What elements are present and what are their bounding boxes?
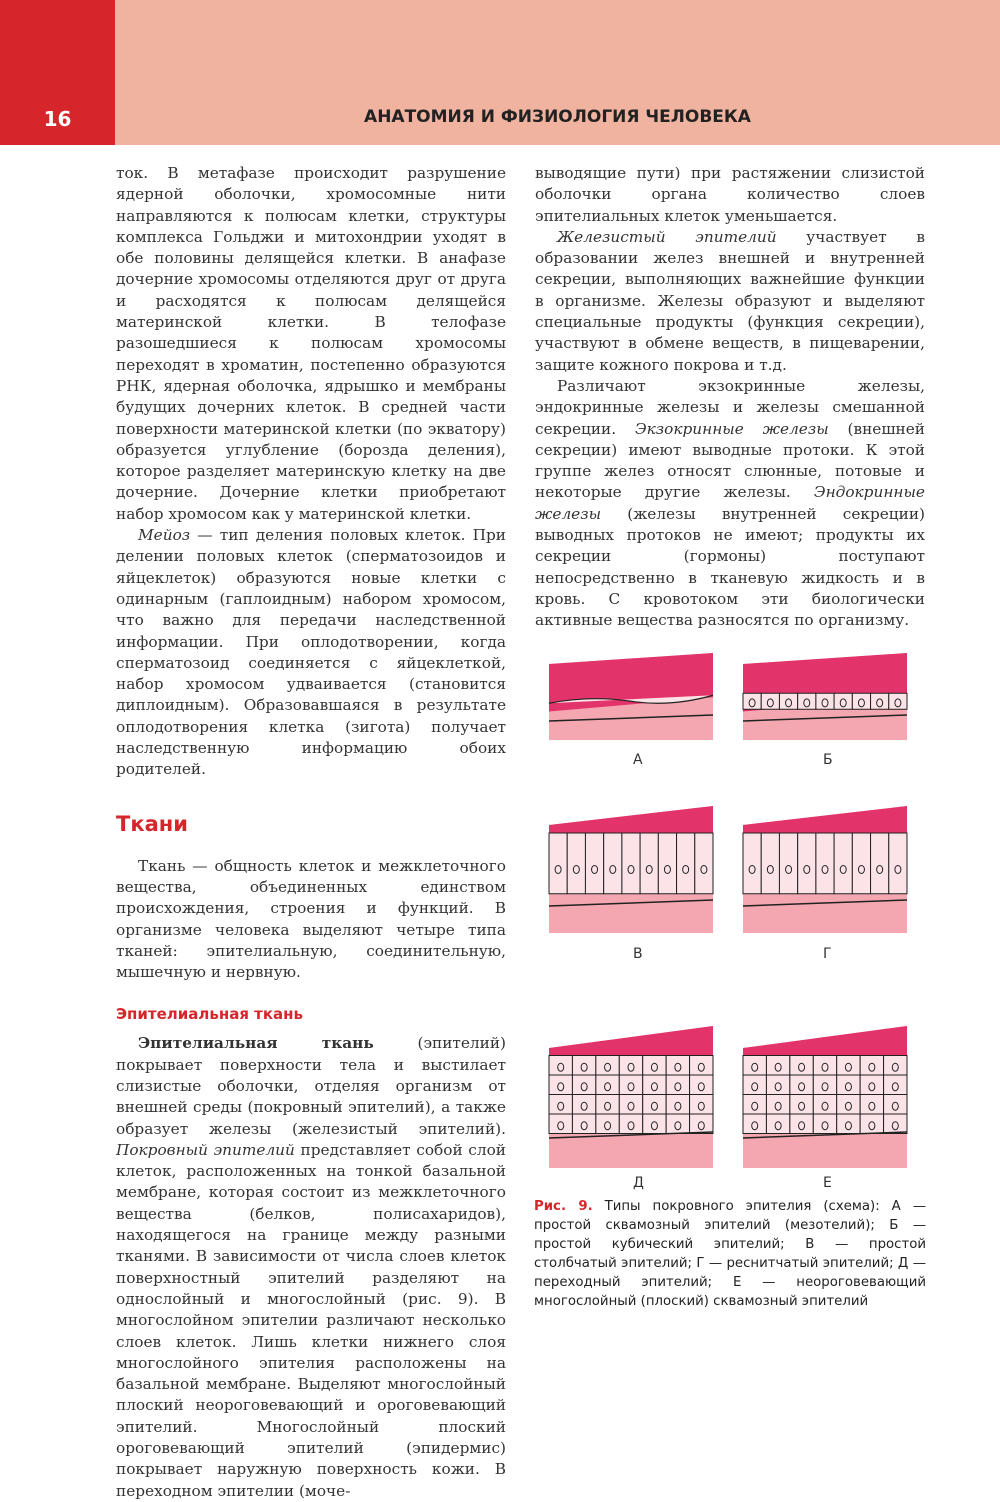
label-e: Е [823, 1175, 832, 1191]
label-g: Г [823, 946, 832, 962]
label-d: Д [633, 1175, 644, 1191]
header-title: АНАТОМИЯ И ФИЗИОЛОГИЯ ЧЕЛОВЕКА [364, 107, 751, 127]
page-number-block [0, 0, 115, 145]
label-v: В [633, 946, 643, 962]
paragraph: ток. В метафазе происходит разрушение ядерной оболочки, хромосомные нити направляются к полюсам клетки, структуры комплекса Гольджи и митохондрии уходят в обе половины делящейся клетки. В анафазе дочерние хромосомы отделяются друг от друга и расходятся к полюсам делящейся материнской клетки. В телофазе разошедшиеся к полюсам хромосомы переходят в хроматин, постепенно образуются РНК, ядерная оболочка, ядрышко и мембраны будущих дочерних клеток. В средней части поверхности материнской клетки (по экватору) образуется углубление (борозда деления), которое разделяет материнскую клетку на две дочерние. Дочерние клетки приобретают набор хромосом как у материнской клетки. [116, 164, 506, 523]
tissue-transitional [541, 1018, 721, 1168]
paragraph: выводящие пути) при растяжении слизистой оболочки органа количество слоев эпителиальных клеток уменьшается. [535, 164, 925, 225]
section-heading: Ткани [116, 811, 188, 836]
paragraph: Различают экзокринные железы, эндокринные железы и железы смешанной секреции. Экзокринные железы (внешней секреции) имеют выводные протоки. К этой группе желез относят слюнные, потовые и некоторые другие железы. Эндокринные железы (железы внутренней секреции) выводных протоков не имеют; продукты их секреции (гормоны) поступают непосредственно в тканевую жидкость и в кровь. С кровотоком эти биологически активные вещества разносятся по организму. [535, 376, 926, 630]
tissue-ciliated [735, 798, 915, 933]
figure-caption: Рис. 9. Типы покровного эпителия (схема): А — простой сквамозный эпителий (мезотелий); Б — простой кубический эпителий; В — простой столбчатый эпителий; Г — реснитчатый эпителий; Д — переходный эпителий; Е — неороговевающий многослойный (плоский) сквамозный эпителий [534, 1199, 926, 1309]
label-b: Б [823, 752, 833, 768]
tissue-simple-columnar [541, 798, 721, 933]
running-header [115, 0, 1000, 145]
page-number: 16 [43, 107, 72, 131]
subsection-heading: Эпителиальная ткань [116, 1005, 304, 1024]
left-column [116, 163, 506, 1502]
paragraph: Эпителиальная ткань (эпителий) покрывает поверхности тела и выстилает слизистые оболочки, отделяя организм от внешней среды (покровный эпителий), а также образует железы (железистый эпителий). Покровный эпителий представляет собой слой клеток, расположенных на тонкой базальной мембране, которая состоит из межклеточного вещества (белков, полисахаридов), находящегося на границе между разными тканями. В зависимости от числа слоев клеток поверхностный эпителий разделяют на однослойный и многослойный (рис. 9). В многослойном эпителии различают несколько слоев клеток. Лишь клетки нижнего слоя многослойного эпителия расположены на базальной мембране. Выделяют многослойный плоский неороговевающий и ороговевающий эпителий. Многослойный плоский ороговевающий эпителий (эпидермис) покрывает наружную поверхность кожи. В переходном эпителии (моче- [116, 1034, 506, 1500]
paragraph: Железистый эпителий участвует в образовании желез внешней и внутренней секреции, выполняющих важнейшие функции в организме. Железы образуют и выделяют специальные продукты (функция секреции), участвуют в обмене веществ, в пищеварении, защите кожного покрова и т.д. [535, 227, 925, 374]
tissue-simple-cuboidal [735, 645, 915, 740]
paragraph: Ткань — общность клеток и межклеточного вещества, объединенных единством происхождения, строения и функций. В организме человека выделяют четыре типа тканей: эпителиальную, соединительную, мышечную и нервную. [116, 856, 506, 982]
tissue-simple-squamous [541, 645, 721, 740]
right-column [535, 163, 925, 632]
paragraph: Мейоз — тип деления половых клеток. При делении половых клеток (сперматозоидов и яйцеклеток) образуются новые клетки с одинарным (гаплоидным) набором хромосом, что важно для передачи наследственной информации. При оплодотворении, когда сперматозоид соединяется с яйцеклеткой, набор хромосом удваивается (становится диплоидным). Образовавшаяся в результате оплодотворения клетка (зигота) получает наследственную информацию обоих родителей. [116, 526, 506, 779]
tissue-stratified-squamous [735, 1018, 915, 1168]
label-a: А [633, 752, 643, 768]
